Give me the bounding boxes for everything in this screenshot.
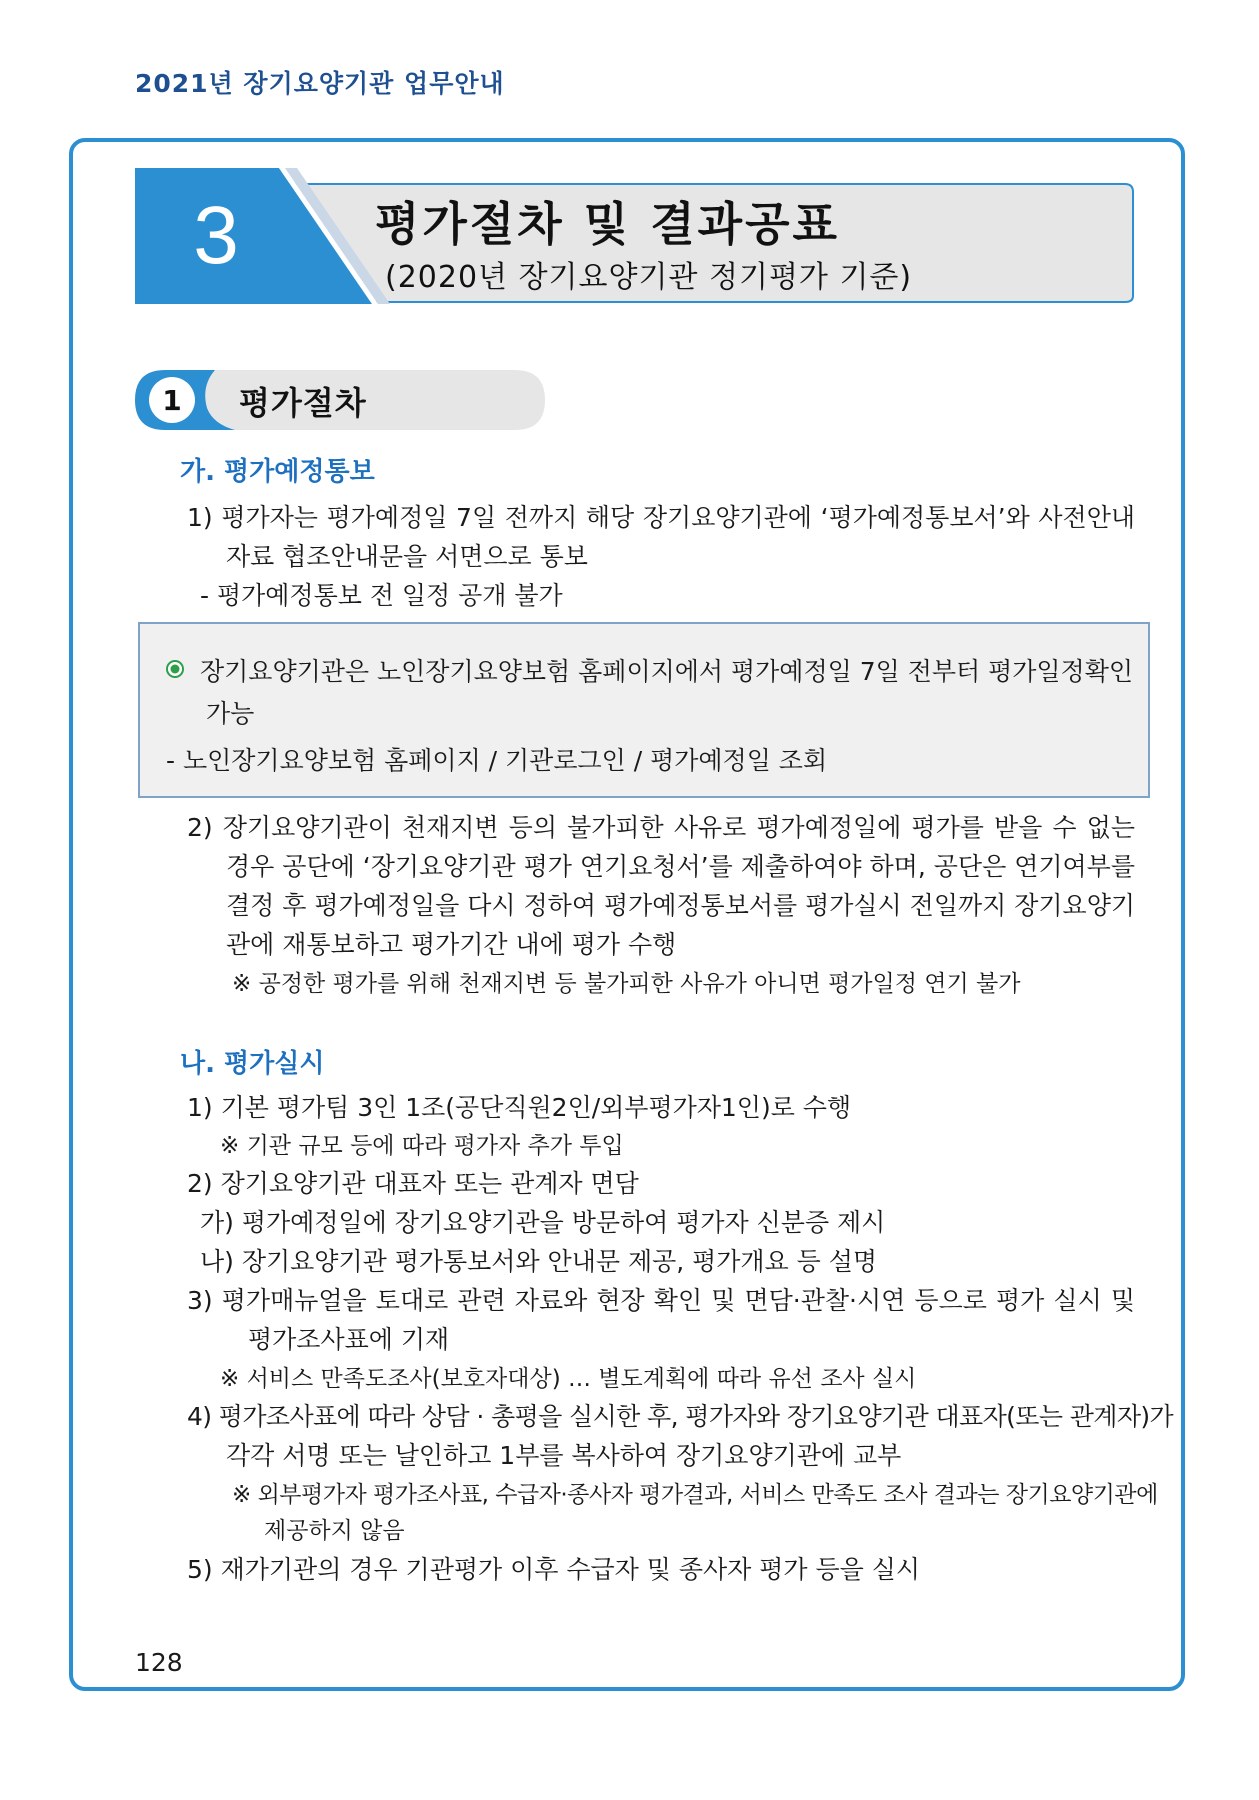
bullet-circle-icon: [166, 660, 184, 678]
a-item1-line2: 자료 협조안내문을 서면으로 통보: [226, 542, 588, 571]
chapter-title: 평가절차 및 결과공표: [375, 197, 840, 251]
b-item4-line2: 각각 서명 또는 날인하고 1부를 복사하여 장기요양기관에 교부: [226, 1441, 902, 1470]
b-item1: 1) 기본 평가팀 3인 1조(공단직원2인/외부평가자1인)로 수행: [187, 1093, 852, 1122]
running-header: 2021년 장기요양기관 업무안내: [135, 69, 505, 98]
b-item2: 2) 장기요양기관 대표자 또는 관계자 면담: [187, 1169, 639, 1198]
a-item2-line2: 경우 공단에 ‘장기요양기관 평가 연기요청서’를 제출하여야 하며, 공단은 연기여부를: [226, 852, 1135, 881]
section-title: 평가절차: [239, 384, 367, 422]
subheading-a: 가. 평가예정통보: [180, 457, 375, 487]
b-item5: 5) 재가기관의 경우 기관평가 이후 수급자 및 종사자 평가 등을 실시: [187, 1555, 921, 1584]
subheading-b: 나. 평가실시: [180, 1049, 325, 1079]
section-number: 1: [149, 377, 195, 423]
a-item2-line3: 결정 후 평가예정일을 다시 정하여 평가예정통보서를 평가실시 전일까지 장기요양기: [226, 891, 1135, 920]
box-line1: 장기요양기관은 노인장기요양보험 홈페이지에서 평가예정일 7일 전부터 평가일정확인: [200, 657, 1133, 686]
page-number: 128: [135, 1648, 183, 1677]
chapter-number: 3: [193, 190, 239, 281]
b-item2-b: 나) 장기요양기관 평가통보서와 안내문 제공, 평가개요 등 설명: [200, 1247, 878, 1276]
info-box: [138, 622, 1150, 798]
a-item2-line4: 관에 재통보하고 평가기간 내에 평가 수행: [226, 930, 677, 959]
box-line3: - 노인장기요양보험 홈페이지 / 기관로그인 / 평가예정일 조회: [166, 746, 828, 775]
b-item2-a: 가) 평가예정일에 장기요양기관을 방문하여 평가자 신분증 제시: [200, 1208, 886, 1237]
b-item1-note: ※ 기관 규모 등에 따라 평가자 추가 투입: [220, 1133, 624, 1159]
b-item3-line2: 평가조사표에 기재: [248, 1325, 450, 1354]
a-item2-note: ※ 공정한 평가를 위해 천재지변 등 불가피한 사유가 아니면 평가일정 연기 불가: [232, 971, 1021, 997]
section-heading: [135, 370, 545, 430]
b-item4-note1: ※ 외부평가자 평가조사표, 수급자·종사자 평가결과, 서비스 만족도 조사 결과는 장기요양기관에: [232, 1482, 1158, 1508]
chapter-subtitle: (2020년 장기요양기관 정기평가 기준): [385, 260, 913, 295]
a-item2-line1: 2) 장기요양기관이 천재지변 등의 불가피한 사유로 평가예정일에 평가를 받을 수 없는: [187, 813, 1135, 842]
b-item4-note2: 제공하지 않음: [264, 1518, 405, 1544]
b-item3-line1: 3) 평가매뉴얼을 토대로 관련 자료와 현장 확인 및 면담·관찰·시연 등으로 평가 실시 및: [187, 1286, 1135, 1315]
b-item3-note: ※ 서비스 만족도조사(보호자대상) … 별도계획에 따라 유선 조사 실시: [220, 1366, 917, 1392]
box-line2: 가능: [206, 699, 255, 728]
chapter-banner: [135, 168, 1135, 304]
a-item1-line1: 1) 평가자는 평가예정일 7일 전까지 해당 장기요양기관에 ‘평가예정통보서’와 사전안내: [187, 503, 1135, 532]
a-item1-dash: - 평가예정통보 전 일정 공개 불가: [200, 581, 563, 610]
b-item4-line1: 4) 평가조사표에 따라 상담 · 총평을 실시한 후, 평가자와 장기요양기관 대표자(또는 관계자)가: [187, 1402, 1174, 1431]
